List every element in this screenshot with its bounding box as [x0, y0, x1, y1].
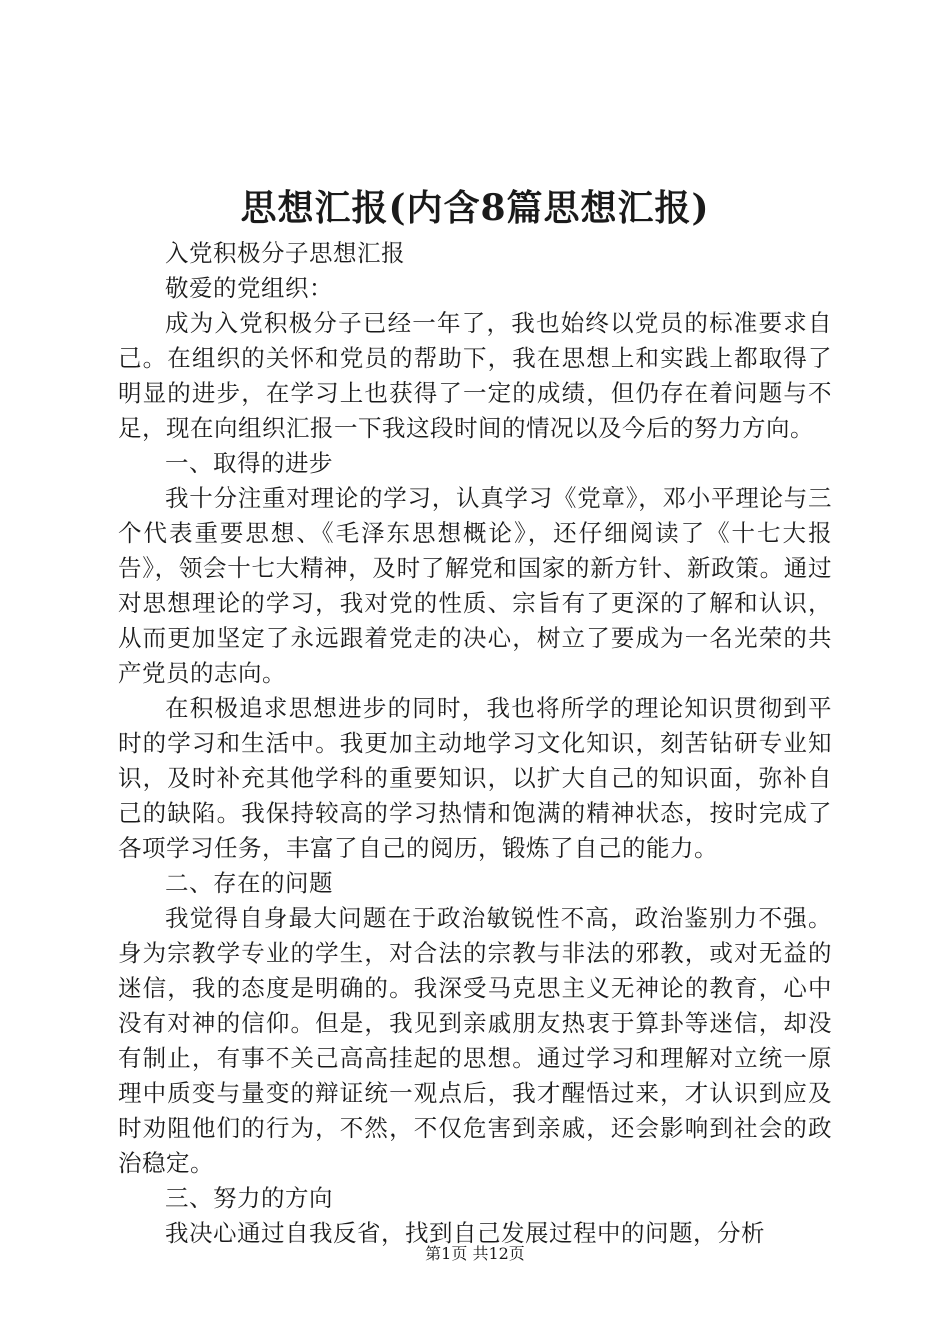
paragraph-intro: 成为入党积极分子已经一年了，我也始终以党员的标准要求自己。在组织的关怀和党员的帮助下，我在思想上和实践上都取得了明显的进步，在学习上也获得了一定的成绩，但仍存在着问题与不足，现在向组织汇报一下我这段时间的情况以及今后的努力方向。 — [118, 309, 832, 442]
paragraph-theory-study: 我十分注重对理论的学习，认真学习《党章》，邓小平理论与三个代表重要思想、《毛泽东思想概论》，还仔细阅读了《十七大报告》，领会十七大精神，及时了解党和国家的新方针、新政策。通过对思想理论的学习，我对党的性质、宗旨有了更深的了解和认识，从而更加坚定了永远跟着党走的决心，树立了要成为一名光荣的共产党员的志向。 — [118, 484, 832, 687]
section-heading-progress: 一、取得的进步 — [165, 449, 333, 477]
document-body — [118, 236, 832, 1251]
paragraph-practice: 在积极追求思想进步的同时，我也将所学的理论知识贯彻到平时的学习和生活中。我更加主动地学习文化知识，刻苦钻研专业知识，及时补充其他学科的重要知识，以扩大自己的知识面，弥补自己的缺陷。我保持较高的学习热情和饱满的精神状态，按时完成了各项学习任务，丰富了自己的阅历，锻炼了自己的能力。 — [118, 694, 832, 862]
paragraph-direction: 我决心通过自我反省，找到自己发展过程中的问题，分析 — [165, 1219, 765, 1247]
section-heading-problems: 二、存在的问题 — [165, 869, 333, 897]
paragraph-problems: 我觉得自身最大问题在于政治敏锐性不高，政治鉴别力不强。身为宗教学专业的学生，对合法的宗教与非法的邪教，或对无益的迷信，我的态度是明确的。我深受马克思主义无神论的教育，心中没有对神的信仰。但是，我见到亲戚朋友热衷于算卦等迷信，却没有制止，有事不关己高高挂起的思想。通过学习和理解对立统一原理中质变与量变的辩证统一观点后，我才醒悟过来，才认识到应及时劝阻他们的行为，不然，不仅危害到亲戚，还会影响到社会的政治稳定。 — [118, 904, 832, 1177]
section-heading-direction: 三、努力的方向 — [165, 1184, 333, 1212]
document-title: 思想汇报(内含8篇思想汇报) — [240, 187, 710, 229]
paragraph-heading-application: 入党积极分子思想汇报 — [165, 239, 405, 267]
paragraph-salutation: 敬爱的党组织： — [165, 274, 333, 302]
page-number-footer: 第1页 共12页 — [425, 1244, 525, 1263]
